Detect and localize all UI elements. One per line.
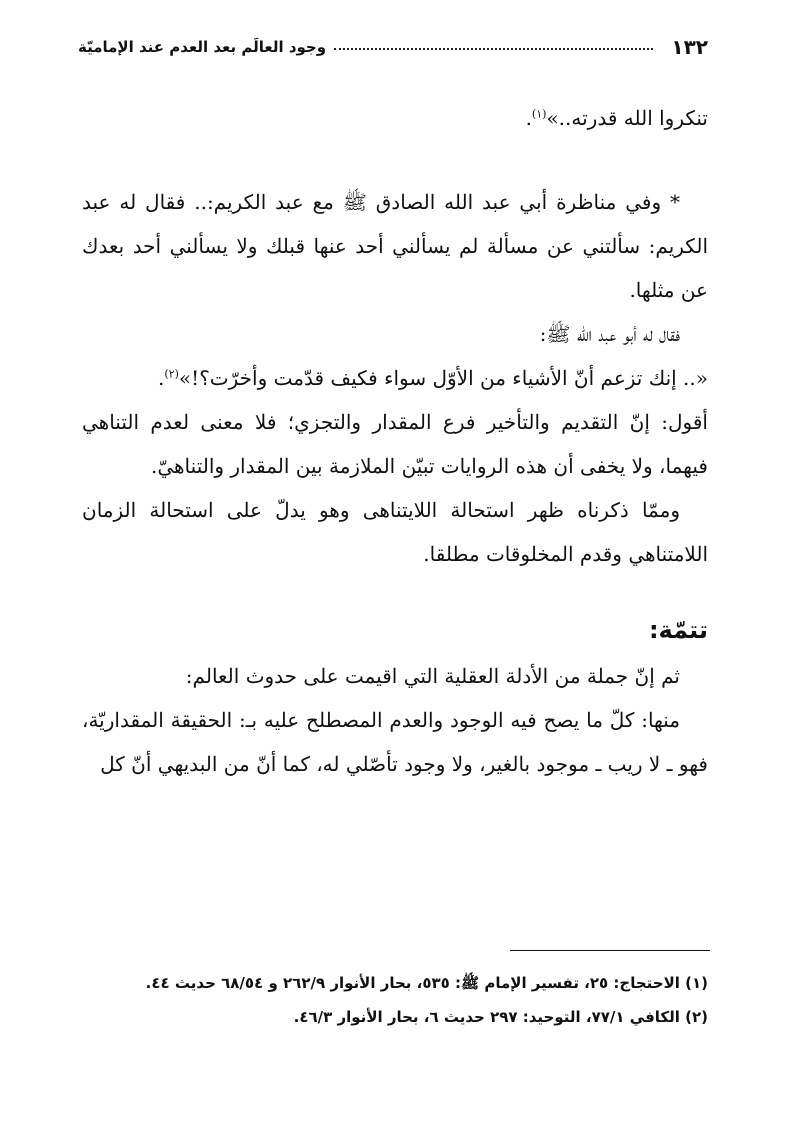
paragraph-argument: منها: كلّ ما يصح فيه الوجود والعدم المصطلح عليه بـ: الحقيقة المقداريّة، فهو ـ لا ريب ـ موجود بالغير، ولا وجود تأصّلي له، كما أنّ من البديهي أنّ كل: [82, 708, 708, 776]
paragraph-text: تنكروا الله قدرته..»: [546, 106, 708, 130]
footnote-1: (١) الاحتجاج: ٢٥، تفسير الإمام ﷺ: ٥٣٥، بحار الأنوار ٢٦٢/٩ و ٦٨/٥٤ حديث ٤٤.: [145, 974, 708, 992]
spacer: [82, 140, 708, 180]
footnote-ref-1: (١): [531, 107, 547, 121]
footnote-ref-2: (٢): [164, 367, 179, 381]
spacer: [82, 576, 708, 606]
header-dot-leader: [334, 48, 653, 50]
page-number: ١٣٢: [671, 35, 708, 59]
footnotes: [82, 966, 708, 1034]
paragraph-commentary: أقول: إنّ التقديم والتأخير فرع المقدار والتجزي؛ فلا معنى لعدم التناهي فيهما، ولا يخفى أن هذه الروايات تبيّن الملازمة بين المقدار والتناهيّ.: [82, 410, 708, 478]
page-body: [82, 96, 708, 786]
running-title: وجود العالَم بعد العدم عند الإماميّة: [78, 38, 327, 56]
paragraph-reply-intro: فقال له أبو عبد الله ﷺ:: [539, 322, 680, 346]
paragraph-debate: * وفي مناظرة أبي عبد الله الصادق ﷺ مع عبد الكريم:.. فقال له عبد الكريم: سألتني عن مسألة لم يسألني أحد عنها قبلك ولا يسألني أحد بعدك عن مثلها.: [82, 190, 708, 302]
footnote-2: (٢) الكافي ٧٧/١، التوحيد: ٢٩٧ حديث ٦، بحار الأنوار ٤٦/٣.: [293, 1008, 708, 1026]
paragraph-quote-end: تنكروا الله قدرته..»$^{(١)}$.: [525, 106, 708, 130]
paragraph-quote: «.. إنك تزعم أنّ الأشياء من الأوّل سواء فكيف قدّمت وأخرّت؟!»$^{(٢)}$.: [158, 366, 708, 390]
section-heading: تتمّة:: [648, 616, 708, 644]
paragraph-conclusion: وممّا ذكرناه ظهر استحالة اللايتناهى وهو يدلّ على استحالة الزمان اللامتناهي وقدم المخلوقات مطلقا.: [82, 498, 708, 566]
paragraph-text: «.. إنك تزعم أنّ الأشياء من الأوّل سواء فكيف قدّمت وأخرّت؟!»: [178, 366, 708, 390]
footnote-divider: [510, 950, 710, 951]
running-header: [78, 30, 708, 64]
paragraph-intro: ثم إنّ جملة من الأدلة العقلية التي اقيمت على حدوث العالم:: [185, 664, 680, 688]
